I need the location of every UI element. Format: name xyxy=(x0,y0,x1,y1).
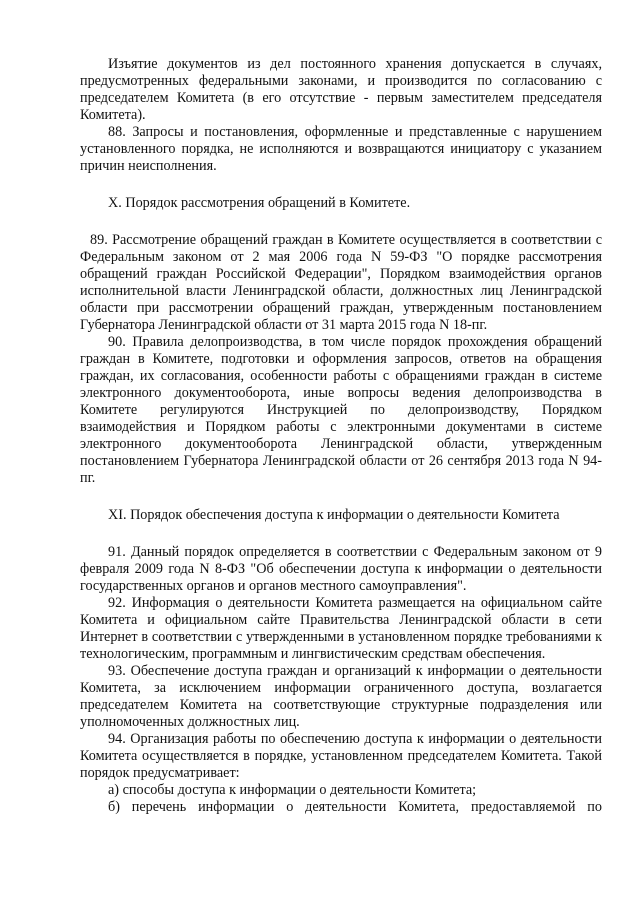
section-heading-x: X. Порядок рассмотрения обращений в Комитете. xyxy=(108,195,411,211)
paragraph-89: 89. Рассмотрение обращений граждан в Комитете осуществляется в соответствии с Федеральным законом от 2 мая 2006 года N 59-ФЗ "О порядке рассмотрения обращений граждан Российской Федерации", Порядком взаимодействия органов исполнительной власти Ленинградской области, должностных лиц Ленинградской области при рассмотрении обращений граждан, утвержденным постановлением Губернатора Ленинградской области от 31 марта 2015 года N 18-пг. xyxy=(80,232,602,333)
paragraph-94: 94. Организация работы по обеспечению доступа к информации о деятельности Комитета осуществляется в порядке, установленном председателем Комитета. Такой порядок предусматривает: xyxy=(80,731,602,781)
paragraph-94b: б) перечень информации о деятельности Комитета, предоставляемой по xyxy=(108,799,602,815)
paragraph-88: 88. Запросы и постановления, оформленные и представленные с нарушением установленного порядка, не исполняются и возвращаются инициатору с указанием причин неисполнения. xyxy=(80,124,602,174)
paragraph-94a: а) способы доступа к информации о деятельности Комитета; xyxy=(108,782,477,798)
paragraph-93: 93. Обеспечение доступа граждан и организаций к информации о деятельности Комитета, за исключением информации ограниченного доступа, возлагается председателем Комитета на соответствующие структурные подразделения или уполномоченных должностных лиц. xyxy=(80,663,602,730)
paragraph-91: 91. Данный порядок определяется в соответствии с Федеральным законом от 9 февраля 2009 года N 8-ФЗ "Об обеспечении доступа к информации о деятельности государственных органов и органов местного самоуправления". xyxy=(80,544,602,594)
section-heading-xi: XI. Порядок обеспечения доступа к информации о деятельности Комитета xyxy=(108,507,560,523)
paragraph-intro: Изъятие документов из дел постоянного хранения допускается в случаях, предусмотренных федеральными законами, и производится по согласованию с председателем Комитета (в его отсутствие - первым заместителем председателя Комитета). xyxy=(80,56,602,123)
paragraph-90: 90. Правила делопроизводства, в том числе порядок прохождения обращений граждан в Комитете, подготовки и оформления запросов, ответов на обращения граждан, их согласования, особенности работы с обращениями граждан в системе электронного документооборота, иные вопросы ведения делопроизводства в Комитете регулируются Инструкцией по делопроизводству, Порядком взаимодействия и Порядком работы с электронными документами в системе электронного документооборота Ленинградской области, утвержденным постановлением Губернатора Ленинградской области от 26 сентября 2013 года N 94-пг. xyxy=(80,334,602,486)
paragraph-92: 92. Информация о деятельности Комитета размещается на официальном сайте Комитета и официальном сайте Правительства Ленинградской области в сети Интернет в соответствии с утвержденными в установленном порядке требованиями к технологическим, программным и лингвистическим средствам обеспечения. xyxy=(80,595,602,662)
